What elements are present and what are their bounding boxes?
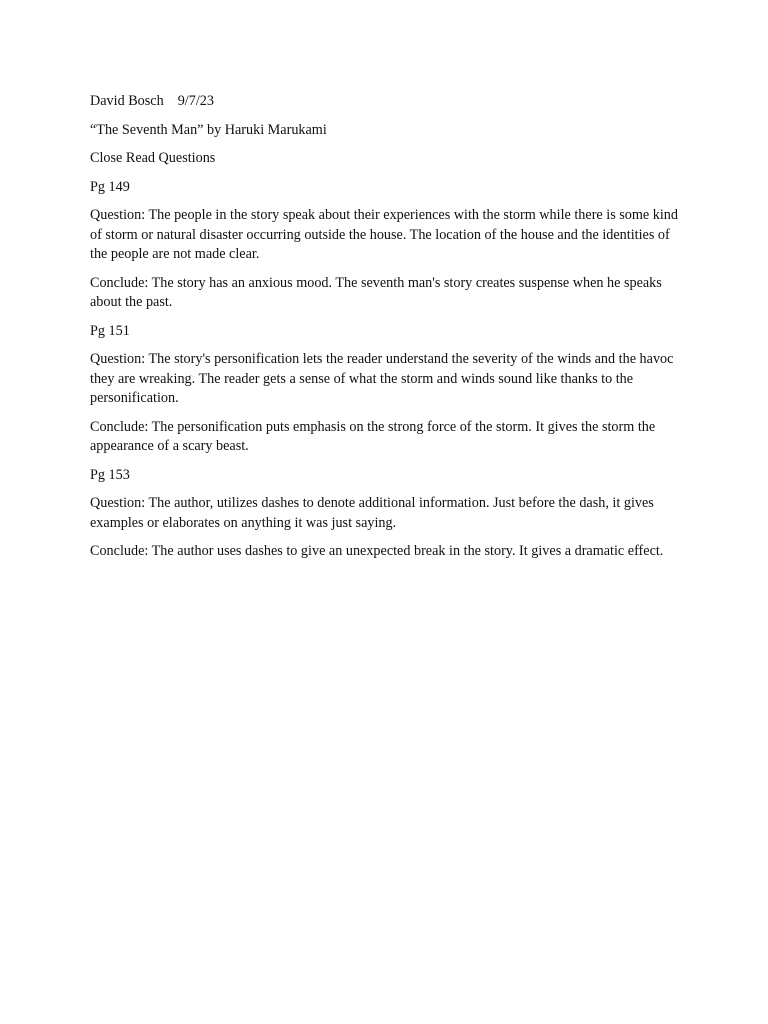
page-reference-149: Pg 149 bbox=[90, 178, 130, 195]
page-reference-153: Pg 153 bbox=[90, 466, 130, 483]
author-name: David Bosch bbox=[90, 93, 164, 109]
header-line bbox=[90, 92, 680, 112]
question-149: Question: The people in the story speak about their experiences with the storm while there is some kind of storm or natural disaster occurring outside the house. The location of the house and the identities of the people are not made clear. bbox=[90, 207, 678, 262]
conclude-149: Conclude: The story has an anxious mood. The seventh man's story creates suspense when he speaks about the past. bbox=[90, 274, 662, 310]
question-151: Question: The story's personification lets the reader understand the severity of the winds and the havoc they are wreaking. The reader gets a sense of what the storm and winds sound like thanks to the personification. bbox=[90, 351, 674, 406]
assignment-subtitle: Close Read Questions bbox=[90, 150, 216, 166]
story-title: “The Seventh Man” by Haruki Marukami bbox=[90, 121, 327, 138]
conclude-151: Conclude: The personification puts emphasis on the strong force of the storm. It gives the storm the appearance of a scary beast. bbox=[90, 418, 656, 454]
document-body bbox=[90, 92, 680, 571]
conclude-153: Conclude: The author uses dashes to give an unexpected break in the story. It gives a dramatic effect. bbox=[90, 543, 664, 559]
page-reference-151: Pg 151 bbox=[90, 322, 130, 339]
document-date: 9/7/23 bbox=[177, 93, 214, 109]
question-153: Question: The author, utilizes dashes to denote additional information. Just before the dash, it gives examples or elaborates on anything it was just saying. bbox=[90, 495, 654, 531]
